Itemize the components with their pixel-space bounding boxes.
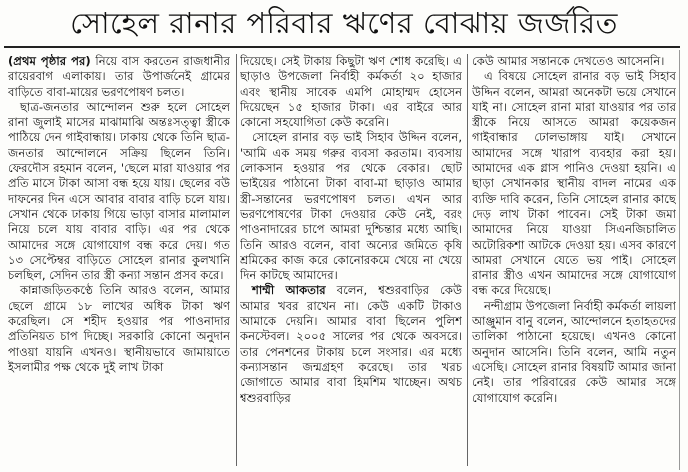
- column-2-paragraph-2: সোহেল রানার বড় ভাই সিহাব উদ্দিন বলেন, 'আমি এক সময় গরুর ব্যবসা করতাম। ব্যবসায় লোকসান হওয়ার পর থেকে বেকার। ছোট ভাইয়ের পাঠানো টাকা বাবা-মা ছাড়াও আমার স্ত্রী-সন্তানের ভরণপোষণ চলত। এখন আর ভরণপোষণের টাকা দেওয়ার কেউ নেই, বরং পাওনাদারের চাপে আমরা দুশ্চিন্তার মধ্যে আছি। তিনি আরও বলেন, বাবা অন্যের জমিতে কৃষি শ্রমিকের কাজ করে কোনোরকমে খেয়ে না খেয়ে দিন কাটছে আমাদের।: [240, 130, 462, 283]
- column-1-paragraph-3: কান্নাজড়িতকণ্ঠে তিনি আরও বলেন, আমার ছেলে গ্রামে ১৮ লাখের অধিক টাকা ঋণ করেছিল। সে শহীদ হওয়ার পর পাওনাদার প্রতিনিয়ত চাপ দিচ্ছে। সরকারি কোনো অনুদান পাওয়া যায়নি এখনও। স্থানীয়ভাবে জামায়াতে ইসলামীর পক্ষ থেকে দুই লাখ টাকা: [8, 283, 230, 374]
- continuation-lead: (প্রথম পৃষ্ঠার পর): [8, 54, 91, 68]
- headline: সোহেল রানার পরিবার ঋণের বোঝায় জর্জরিত: [70, 6, 618, 40]
- adjacent-page-edge: [679, 50, 688, 470]
- article-column-1: [8, 54, 230, 468]
- article-column-2: [240, 54, 462, 468]
- column-1-paragraph-1-text: নিয়ে বাস করতেন রাজধানীর রায়েরবাগ এলাকায়। তার উপার্জনেই গ্রামের বাড়িতে বাবা-মায়ের ভরণপোষণ চলত।: [8, 54, 230, 99]
- column-2-paragraph-3-text: বলেন, শ্বশুরবাড়ির কেউ আমার খবর রাখেন না। কেউ একটি টাকাও আমাকে দেয়নি। আমার বাবা ছিলেন পুলিশ কনস্টেবল। ২০০৫ সালের পর থেকে অবসরে। তার পেনশনের টাকায় চলে সংসার। এর মধ্যে কন্যাসন্তান জন্মগ্রহণ করেছে। তার খরচ জোগাতে আমার বাবা হিমশিম খাচ্ছেন। অথচ শ্বশুরবাড়ির: [240, 283, 462, 405]
- article-column-3: [472, 54, 676, 468]
- column-2-paragraph-1: দিয়েছে। সেই টাকায় কিছুটা ঋণ শোধ করেছি। এ ছাড়াও উপজেলা নির্বাহী কর্মকর্তা ২০ হাজার এবং স্থানীয় সাবেক এমপি মোহাম্মদ হোসেন দিয়েছেন ১৫ হাজার টাকা। এর বাইরে আর কোনো সহযোগিতা কেউ করেনি।: [240, 54, 462, 130]
- column-divider-2: [467, 54, 468, 466]
- column-3-paragraph-3: নন্দীগ্রাম উপজেলা নির্বাহী কর্মকর্তা লায়লা আঞ্জুমান বানু বলেন, আন্দোলনে হতাহতদের তালিকা পাঠানো হয়েছে। এখনও কোনো অনুদান আসেনি। তিনি বলেন, আমি নতুন এসেছি। সোহেল রানার বিষয়টি আমার জানা নেই। তার পরিবারের কেউ আমার সঙ্গে যোগাযোগ করেনি।: [472, 298, 676, 405]
- column-1-paragraph-2: ছাত্র-জনতার আন্দোলন শুরু হলে সোহেল রানা জুলাই মাসের মাঝামাঝি অন্তঃসত্ত্বা স্ত্রীকে পাঠিয়ে দেন গাইবান্ধায়। ঢাকায় থেকে তিনি ছাত্র-জনতার আন্দোলনে সক্রিয় ছিলেন তিনি। ফেরদৌস রহমান বলেন, 'ছেলে মারা যাওয়ার পর প্রতি মাসে টাকা আসা বন্ধ হয়ে যায়। ছেলের বউ দাফনের দিন এসে আবার বাবার বাড়ি চলে যায়। সেখান থেকে ঢাকায় গিয়ে ভাড়া বাসার মালামাল নিয়ে চলে যায় বাবার বাড়ি। এর পর থেকে আমাদের সঙ্গে যোগাযোগ বন্ধ করে দেয়। গত ১৩ সেপ্টেম্বর বাড়িতে সোহেল রানার কুলখানি চলছিল, সেদিন তার স্ত্রী কন্যা সন্তান প্রসব করে।: [8, 99, 230, 283]
- column-2-paragraph-3: [240, 283, 462, 405]
- column-divider-1: [236, 54, 237, 466]
- column-3-paragraph-2: এ বিষয়ে সোহেল রানার বড় ভাই সিহাব উদ্দিন বলেন, আমরা অনেকটা ভয়ে সেখানে যাই না। সোহেল রানা মারা যাওয়ার পর তার স্ত্রীকে নিয়ে আসতে আমরা কয়েকজন গাইবান্ধার ঢোলভাঙ্গায় যাই। সেখানে আমাদের সঙ্গে খারাপ ব্যবহার করা হয়। আমাদের এক গ্লাস পানিও দেওয়া হয়নি। এ ছাড়া সেখানকার স্থানীয় বাদল নামের এক ব্যক্তি দাবি করেন, তিনি সোহেল রানার কাছে দেড় লাখ টাকা পাবেন। সেই টাকা জমা আমাদের নিয়ে যাওয়া সিএনজিচালিত অটোরিকশা আটকে দেওয়া হয়। এসব কারণে আমরা সেখানে যেতে ভয় পাই। সোহেল রানার স্ত্রীও এখন আমাদের সঙ্গে যোগাযোগ বন্ধ করে দিয়েছে।: [472, 69, 676, 298]
- speaker-name: শাম্মী আকতার: [252, 283, 326, 298]
- column-1-paragraph-1: [8, 54, 230, 100]
- headline-rule: [4, 46, 680, 48]
- column-3-paragraph-1: কেউ আমার সন্তানকে দেখতেও আসেননি।: [472, 54, 665, 68]
